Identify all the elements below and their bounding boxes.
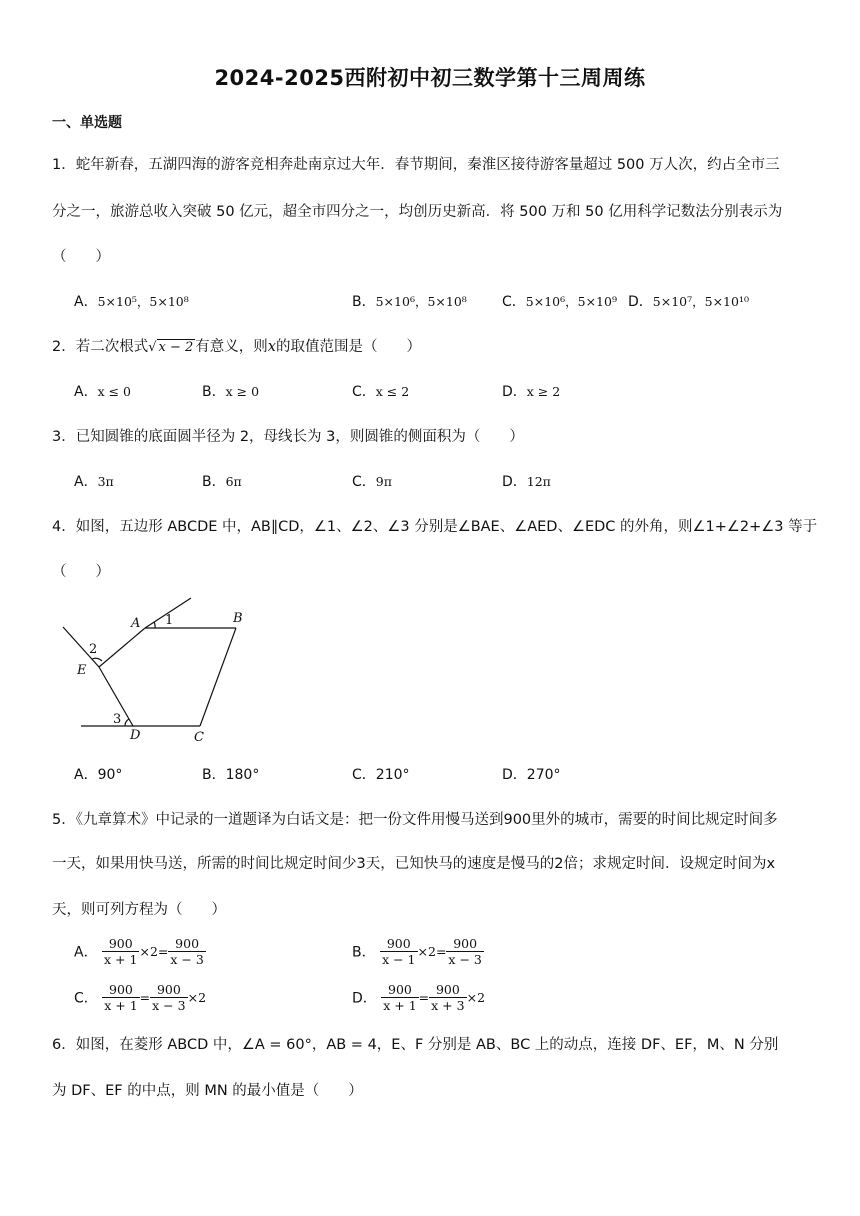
segment-ea [99, 628, 145, 667]
q1-option-c[interactable]: C．5×10⁶，5×10⁹ [502, 294, 617, 310]
q5-option-a[interactable]: A． $\frac{900}{x + 1}$ ×2= $\frac{900}{x - 3}$ [74, 936, 204, 967]
q4-option-c[interactable]: C．210° [352, 767, 410, 783]
page-title: 2024-2025西附初中初三数学第十三周周练 [214, 66, 646, 90]
q5-option-c[interactable]: C． $\frac{900}{x + 1}$ = $\frac{900}{x - 3}$ ×2 [74, 982, 207, 1013]
q1-option-d[interactable]: D．5×10⁷，5×10¹⁰ [628, 294, 749, 310]
label-e: E [77, 663, 87, 678]
segment-bc [200, 628, 236, 726]
q1-line1: 1．蛇年新春，五湖四海的游客竞相奔赴南京过大年．春节期间，秦淮区接待游客量超过 500 万人次，约占全市三 [52, 157, 780, 173]
q2-option-c[interactable]: C．x ≤ 2 [352, 384, 410, 400]
q5-line3: 天，则可列方程为（ ） [52, 902, 226, 918]
q1-line3: （ ） [52, 249, 110, 265]
q3-option-d[interactable]: D．12π [502, 474, 551, 490]
q3-option-c[interactable]: C．9π [352, 474, 392, 490]
pentagon-figure [55, 592, 255, 752]
angle-1-arc [154, 622, 155, 628]
label-b: B [233, 611, 243, 626]
label-d: D [130, 728, 141, 743]
q1-line2: 分之一，旅游总收入突破 50 亿元，超全市四分之一，均创历史新高．将 500 万和 50 亿用科学记数法分别表示为 [52, 204, 783, 220]
q5-option-d[interactable]: D． $\frac{900}{x + 1}$ = $\frac{900}{x + 3}$ ×2 [352, 982, 486, 1013]
label-c: C [194, 730, 204, 745]
label-a: A [131, 616, 141, 631]
label-angle-3: 3 [113, 712, 122, 727]
q5-option-b[interactable]: B． $\frac{900}{x - 1}$ ×2= $\frac{900}{x - 3}$ [352, 936, 482, 967]
q2-option-b[interactable]: B．x ≥ 0 [202, 384, 260, 400]
q4-line1: 4．如图，五边形 ABCDE 中，AB∥CD，∠1、∠2、∠3 分别是∠BAE、∠AED、∠EDC 的外角，则∠1+∠2+∠3 等于 [52, 519, 818, 535]
q6-line2: 为 DF、EF 的中点，则 MN 的最小值是（ ） [52, 1083, 363, 1099]
q6-line1: 6．如图，在菱形 ABCD 中，∠A = 60°，AB = 4，E、F 分别是 AB、BC 上的动点，连接 DF、EF，M、N 分别 [52, 1037, 779, 1053]
q5-line1: 5．《九章算术》中记录的一道题译为白话文是：把一份文件用慢马送到900里外的城市，需要的时间比规定时间多 [52, 812, 778, 828]
label-angle-2: 2 [89, 642, 98, 657]
section-heading: 一、单选题 [52, 115, 122, 131]
q3-option-a[interactable]: A．3π [74, 474, 114, 490]
q3-stem: 3．已知圆锥的底面圆半径为 2，母线长为 3，则圆锥的侧面积为（ ） [52, 429, 524, 445]
q2-stem: 2．若二次根式√ x − 2 有意义，则x的取值范围是（ ） [52, 339, 421, 355]
q4-line2: （ ） [52, 564, 110, 580]
q1-option-b[interactable]: B．5×10⁶，5×10⁸ [352, 294, 467, 310]
q2-option-a[interactable]: A．x ≤ 0 [74, 384, 132, 400]
q1-option-a[interactable]: A．5×10⁵，5×10⁸ [74, 294, 189, 310]
label-angle-1: 1 [165, 613, 174, 628]
q3-option-b[interactable]: B．6π [202, 474, 242, 490]
q4-option-a[interactable]: A．90° [74, 767, 123, 783]
q2-option-d[interactable]: D．x ≥ 2 [502, 384, 561, 400]
angle-3-arc [125, 719, 129, 726]
q4-option-d[interactable]: D．270° [502, 767, 561, 783]
q5-line2: 一天，如果用快马送，所需的时间比规定时间少3天，已知快马的速度是慢马的2倍；求规定时间．设规定时间为x [52, 856, 776, 872]
q4-option-b[interactable]: B．180° [202, 767, 260, 783]
